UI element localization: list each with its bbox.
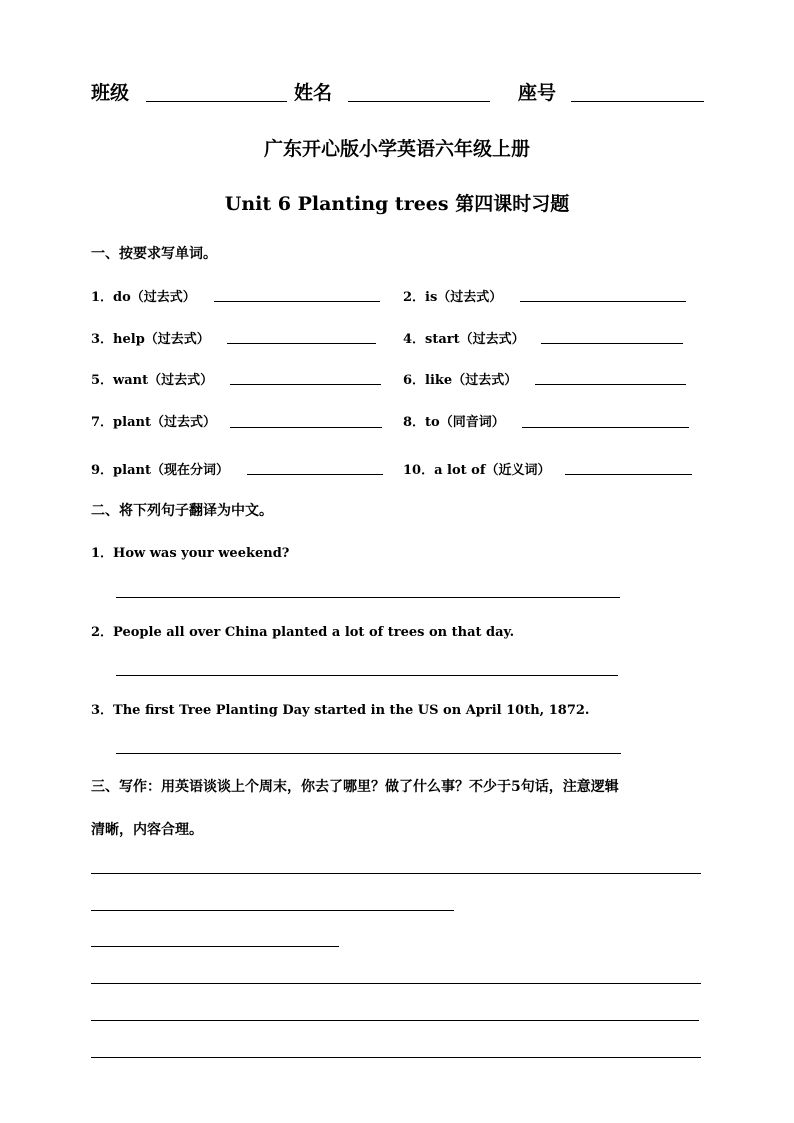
translate-line-1[interactable]	[116, 597, 620, 598]
section1-heading: 一、按要求写单词。	[91, 246, 217, 262]
answer-line-3[interactable]	[227, 343, 376, 344]
page-subtitle: Unit 6 Planting trees 第四课时习题	[224, 193, 570, 215]
translate-line-3[interactable]	[116, 753, 621, 754]
word-item-9: 9．plant（现在分词）	[91, 463, 229, 478]
word-item-7: 7．plant（过去式）	[91, 415, 216, 430]
word-item-2: 2．is（过去式）	[403, 290, 503, 305]
answer-line-6[interactable]	[535, 384, 686, 385]
section3-heading: 三、写作：用英语谈谈上个周末，你去了哪里？做了什么事？不少于5句话，注意逻辑	[91, 779, 619, 795]
writing-line-6[interactable]	[91, 1057, 701, 1058]
writing-line-4[interactable]	[91, 983, 701, 984]
translate-sentence-3: 3．The first Tree Planting Day started in the US on April 10th, 1872.	[91, 703, 590, 718]
word-item-6: 6．like（过去式）	[403, 373, 518, 388]
answer-line-1[interactable]	[214, 301, 380, 302]
class-label: 班级	[91, 82, 130, 104]
answer-line-7[interactable]	[230, 427, 382, 428]
translate-sentence-2: 2．People all over China planted a lot of trees on that day.	[91, 625, 515, 640]
name-field[interactable]	[348, 101, 490, 102]
seat-label: 座号	[518, 82, 557, 104]
page-title: 广东开心版小学英语六年级上册	[263, 138, 530, 160]
answer-line-8[interactable]	[522, 427, 689, 428]
name-label: 姓名	[294, 82, 333, 104]
answer-line-9[interactable]	[247, 474, 383, 475]
answer-line-4[interactable]	[541, 343, 683, 344]
seat-field[interactable]	[571, 101, 704, 102]
translate-sentence-1: 1．How was your weekend?	[91, 546, 290, 561]
section2-heading: 二、将下列句子翻译为中文。	[91, 503, 273, 519]
writing-line-5[interactable]	[91, 1020, 699, 1021]
word-item-10: 10．a lot of（近义词）	[403, 463, 551, 478]
class-field[interactable]	[146, 101, 287, 102]
answer-line-5[interactable]	[230, 384, 381, 385]
word-item-1: 1．do（过去式）	[91, 290, 196, 305]
section3-heading-cont: 清晰，内容合理。	[91, 822, 203, 838]
word-item-8: 8．to（同音词）	[403, 415, 505, 430]
answer-line-10[interactable]	[565, 474, 692, 475]
writing-line-3[interactable]	[91, 946, 339, 947]
word-item-5: 5．want（过去式）	[91, 373, 214, 388]
writing-line-1[interactable]	[91, 873, 701, 874]
writing-line-2[interactable]	[91, 910, 454, 911]
answer-line-2[interactable]	[520, 301, 686, 302]
word-item-4: 4．start（过去式）	[403, 332, 525, 347]
translate-line-2[interactable]	[116, 675, 618, 676]
word-item-3: 3．help（过去式）	[91, 332, 210, 347]
